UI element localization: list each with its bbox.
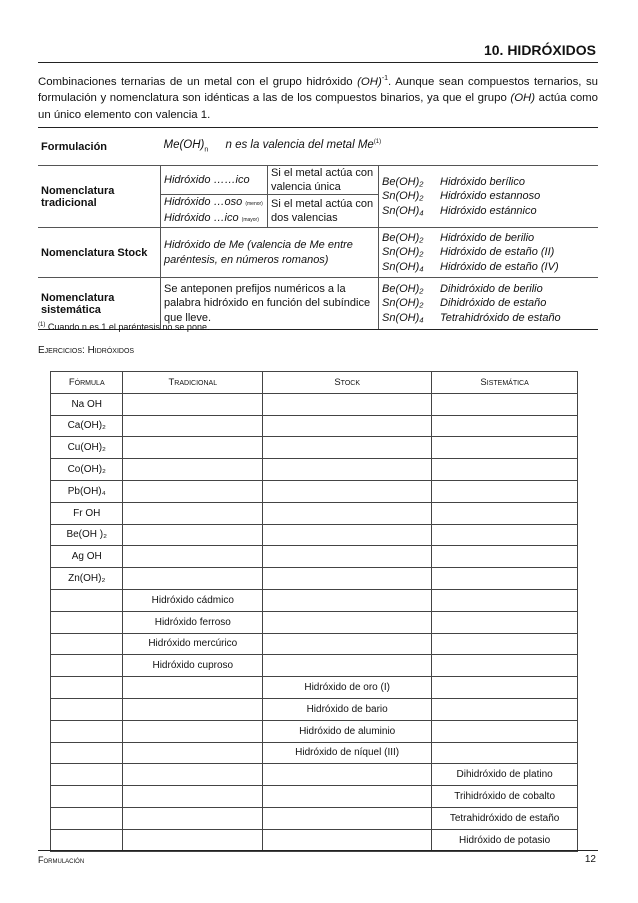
table-cell[interactable] xyxy=(432,589,578,611)
table-cell[interactable] xyxy=(263,524,432,546)
table-cell[interactable] xyxy=(263,611,432,633)
table-cell: Ca(OH)₂ xyxy=(51,415,123,437)
table-cell[interactable] xyxy=(123,546,263,568)
sist-desc: Se anteponen prefijos numéricos a la palabra hidróxido en función del subíndice que lleve. xyxy=(161,278,379,330)
table-row xyxy=(51,764,578,786)
table-cell[interactable] xyxy=(263,655,432,677)
page-title: 10. HIDRÓXIDOS xyxy=(483,42,596,58)
table-row xyxy=(51,786,578,808)
table-cell[interactable] xyxy=(432,720,578,742)
table-cell[interactable] xyxy=(432,415,578,437)
footnote xyxy=(38,322,209,332)
formulacion-n: n xyxy=(204,146,209,154)
table-cell[interactable] xyxy=(432,633,578,655)
trad-ico xyxy=(161,166,268,195)
intro-oh-sup: -1 xyxy=(381,75,389,82)
table-cell[interactable] xyxy=(123,459,263,481)
table-cell[interactable] xyxy=(123,764,263,786)
table-cell: Hidróxido de níquel (III) xyxy=(263,742,432,764)
table-cell[interactable] xyxy=(51,764,123,786)
title-rule xyxy=(38,62,598,63)
table-cell[interactable] xyxy=(263,393,432,415)
table-cell[interactable] xyxy=(51,807,123,829)
table-cell[interactable] xyxy=(51,829,123,851)
table-cell[interactable] xyxy=(432,459,578,481)
table-cell[interactable] xyxy=(123,720,263,742)
sist-ex-f3: Sn(OH)₄ xyxy=(382,311,424,324)
table-cell[interactable] xyxy=(432,524,578,546)
table-cell[interactable] xyxy=(263,502,432,524)
table-cell[interactable] xyxy=(123,524,263,546)
table-cell[interactable] xyxy=(51,589,123,611)
trad-oso-ico xyxy=(161,195,268,228)
table-cell[interactable] xyxy=(432,611,578,633)
table-cell: Fr OH xyxy=(51,502,123,524)
table-cell[interactable] xyxy=(432,655,578,677)
page-number: 12 xyxy=(584,854,596,865)
table-cell: Ag OH xyxy=(51,546,123,568)
table-cell[interactable] xyxy=(123,502,263,524)
trad-ex-names xyxy=(437,166,598,228)
trad-dos: Si el metal actúa con dos valencias xyxy=(268,195,379,228)
trad-ex-f3: Sn(OH)₄ xyxy=(382,204,424,217)
table-cell: Hidróxido ferroso xyxy=(123,611,263,633)
intro-text-2: . Aunque sean compuestos ternarios, su formulación y nomenclatura son idénticas a las de los compuestos binarios, ya que el grupo xyxy=(38,75,598,105)
table-row xyxy=(51,459,578,481)
table-cell[interactable] xyxy=(263,480,432,502)
table-cell[interactable] xyxy=(432,480,578,502)
exercises-body xyxy=(51,393,578,851)
intro-oh: (OH) xyxy=(357,75,382,88)
intro-paragraph xyxy=(38,71,598,123)
footer-rule xyxy=(38,850,598,851)
header-tradicional: Tradicional xyxy=(123,372,263,394)
table-cell: Hidróxido de oro (I) xyxy=(263,677,432,699)
stock-desc xyxy=(161,228,379,278)
table-row xyxy=(51,546,578,568)
table-cell: Co(OH)₂ xyxy=(51,459,123,481)
table-cell[interactable] xyxy=(263,415,432,437)
trad-label: Nomenclatura tradicional xyxy=(38,166,161,228)
table-cell: Hidróxido de bario xyxy=(263,698,432,720)
table-cell: Pb(OH)₄ xyxy=(51,480,123,502)
stock-ex-names xyxy=(437,228,598,278)
formulacion-me: Me xyxy=(357,139,374,152)
table-row xyxy=(51,611,578,633)
footnote-mark: (1) xyxy=(38,322,46,328)
table-cell[interactable] xyxy=(123,437,263,459)
table-cell[interactable] xyxy=(123,480,263,502)
table-row xyxy=(51,742,578,764)
intro-text-1: Combinaciones ternarias de un metal con el grupo hidróxido xyxy=(38,75,358,88)
sist-ex-n2: Dihidróxido de estaño xyxy=(440,297,547,310)
table-cell[interactable] xyxy=(123,786,263,808)
stock-ex-n1: Hidróxido de berilio xyxy=(440,231,535,244)
trad-ico-text: Hidróxido ……ico xyxy=(164,174,250,186)
stock-ex-n2: Hidróxido de estaño (II) xyxy=(440,246,555,259)
table-row xyxy=(51,393,578,415)
table-cell[interactable] xyxy=(51,633,123,655)
table-cell[interactable] xyxy=(123,829,263,851)
table-cell[interactable] xyxy=(263,437,432,459)
stock-ex-f1: Be(OH)₂ xyxy=(382,231,424,244)
trad-unica: Si el metal actúa con valencia única xyxy=(268,166,379,195)
sist-ex-names xyxy=(437,278,598,330)
table-cell: Hidróxido cádmico xyxy=(123,589,263,611)
table-cell: Zn(OH)₂ xyxy=(51,568,123,590)
table-cell[interactable] xyxy=(263,807,432,829)
table-row xyxy=(51,589,578,611)
table-cell[interactable] xyxy=(123,698,263,720)
trad-ex-f2: Sn(OH)₂ xyxy=(382,190,424,203)
formulacion-cell xyxy=(161,128,599,166)
trad-ex-f1: Be(OH)₂ xyxy=(382,175,424,188)
table-row xyxy=(51,829,578,851)
table-cell[interactable] xyxy=(123,393,263,415)
table-cell: Hidróxido de potasio xyxy=(432,829,578,851)
table-cell: Hidróxido mercúrico xyxy=(123,633,263,655)
table-cell[interactable] xyxy=(263,786,432,808)
exercises-table xyxy=(50,371,578,852)
table-cell[interactable] xyxy=(263,829,432,851)
trad-ex-n1: Hidróxido berílico xyxy=(440,175,525,188)
stock-desc-text: Hidróxido de Me (valencia de Me entre paréntesis, en números romanos) xyxy=(164,239,353,266)
table-cell[interactable] xyxy=(51,655,123,677)
exercises-title: Ejercicios: Hidróxidos xyxy=(38,345,135,356)
table-cell[interactable] xyxy=(263,764,432,786)
trad-menor: (menor) xyxy=(245,201,263,207)
table-cell[interactable] xyxy=(263,546,432,568)
table-row xyxy=(51,524,578,546)
trad-ex-n2: Hidróxido estannoso xyxy=(440,190,541,203)
table-cell: Cu(OH)₂ xyxy=(51,437,123,459)
stock-ex-f3: Sn(OH)₄ xyxy=(382,260,424,273)
table-cell[interactable] xyxy=(263,633,432,655)
header-stock: Stock xyxy=(263,372,432,394)
table-row xyxy=(51,480,578,502)
trad-oso: Hidróxido …oso xyxy=(164,196,243,208)
nomenclature-table xyxy=(38,127,598,330)
intro-oh-2: (OH) xyxy=(510,92,536,105)
sist-ex-n1: Dihidróxido de berilio xyxy=(440,282,543,295)
table-row xyxy=(51,415,578,437)
table-cell[interactable] xyxy=(432,568,578,590)
table-cell: Trihidróxido de cobalto xyxy=(432,786,578,808)
table-cell[interactable] xyxy=(51,742,123,764)
header-formula: Fórmula xyxy=(51,372,123,394)
stock-ex-f2: Sn(OH)₂ xyxy=(382,246,424,259)
table-row xyxy=(51,437,578,459)
table-cell[interactable] xyxy=(432,698,578,720)
table-row xyxy=(51,502,578,524)
table-row xyxy=(51,655,578,677)
table-cell[interactable] xyxy=(51,611,123,633)
formulacion-label: Formulación xyxy=(38,128,161,166)
trad-mayor: (mayor) xyxy=(241,217,259,223)
formulacion-note: (1) xyxy=(373,139,382,146)
formulacion-text: n es la valencia del metal xyxy=(225,139,358,152)
trad-ex-formulas xyxy=(379,166,438,228)
table-cell: Na OH xyxy=(51,393,123,415)
table-cell[interactable] xyxy=(51,720,123,742)
sist-ex-n3: Tetrahidróxido de estaño xyxy=(440,311,561,324)
table-cell: Dihidróxido de platino xyxy=(432,764,578,786)
table-cell: Hidróxido cuproso xyxy=(123,655,263,677)
footer-section: Formulación xyxy=(38,855,85,865)
table-row xyxy=(51,698,578,720)
table-cell[interactable] xyxy=(263,589,432,611)
table-row xyxy=(51,807,578,829)
table-cell[interactable] xyxy=(432,546,578,568)
table-row xyxy=(51,677,578,699)
table-cell[interactable] xyxy=(432,393,578,415)
table-row xyxy=(51,568,578,590)
table-row xyxy=(51,720,578,742)
stock-ex-formulas xyxy=(379,228,438,278)
table-cell[interactable] xyxy=(123,415,263,437)
table-cell[interactable] xyxy=(123,568,263,590)
stock-ex-n3: Hidróxido de estaño (IV) xyxy=(440,260,559,273)
table-cell: Be(OH )₂ xyxy=(51,524,123,546)
table-cell[interactable] xyxy=(263,459,432,481)
table-cell[interactable] xyxy=(432,677,578,699)
stock-label: Nomenclatura Stock xyxy=(38,228,161,278)
footnote-text: Cuando n es 1 el paréntesis no se pone. xyxy=(45,322,210,332)
table-row xyxy=(51,633,578,655)
table-cell[interactable] xyxy=(432,742,578,764)
sist-ex-f1: Be(OH)₂ xyxy=(382,282,424,295)
table-cell[interactable] xyxy=(123,742,263,764)
table-cell[interactable] xyxy=(51,786,123,808)
sist-label: Nomenclatura sistemática xyxy=(38,278,161,330)
table-cell[interactable] xyxy=(263,568,432,590)
formulacion-formula: Me(OH) xyxy=(163,139,205,152)
table-cell[interactable] xyxy=(123,807,263,829)
table-cell[interactable] xyxy=(123,677,263,699)
trad-ico2: Hidróxido …ico xyxy=(164,212,239,224)
sist-ex-formulas xyxy=(379,278,438,330)
trad-ex-n3: Hidróxido estánnico xyxy=(440,204,537,217)
table-cell[interactable] xyxy=(432,437,578,459)
table-cell: Hidróxido de aluminio xyxy=(263,720,432,742)
sist-ex-f2: Sn(OH)₂ xyxy=(382,297,424,310)
table-cell[interactable] xyxy=(432,502,578,524)
intro-text-3: actúa como un único elemento con valencia 1. xyxy=(38,92,598,121)
header-sistematica: Sistemática xyxy=(432,372,578,394)
table-cell[interactable] xyxy=(51,677,123,699)
table-cell[interactable] xyxy=(51,698,123,720)
table-cell: Tetrahidróxido de estaño xyxy=(432,807,578,829)
